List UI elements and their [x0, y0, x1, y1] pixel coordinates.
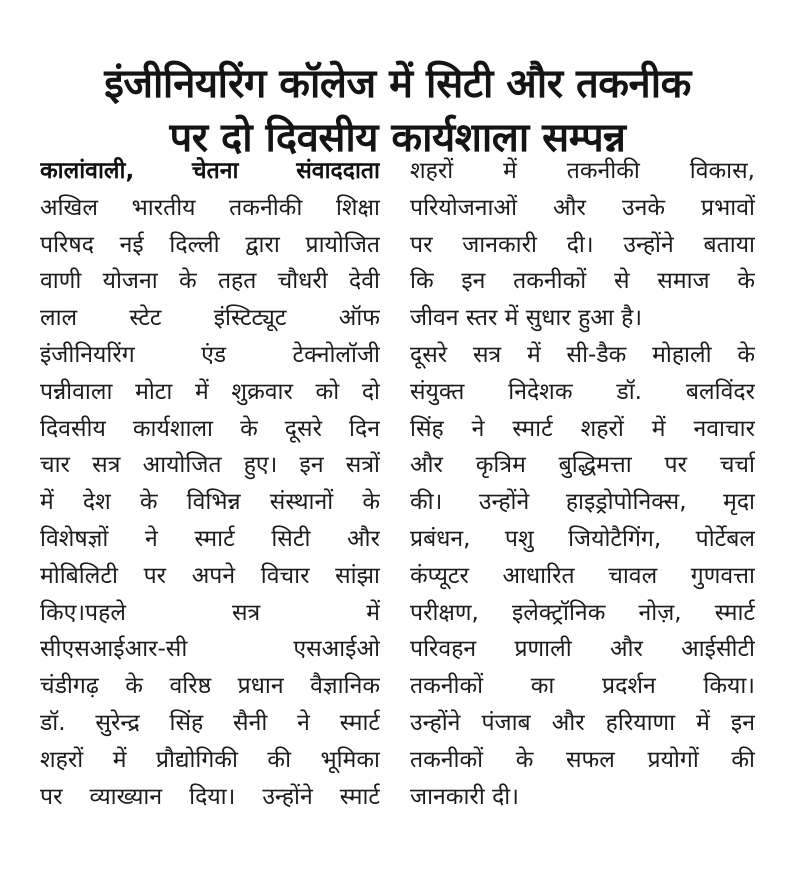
body-line: लाल स्टेट इंस्टिट्यूट ऑफ: [40, 305, 380, 332]
article-byline: कालांवाली, चेतना संवाददाता: [40, 158, 380, 184]
body-line: दिवसीय कार्यशाला के दूसरे दिन: [40, 415, 380, 442]
body-line: जानकारी दी।: [410, 783, 519, 810]
right-column: [410, 153, 755, 815]
body-line: किए।पहले सत्र में: [40, 599, 380, 626]
headline-line-2: पर दो दिवसीय कार्यशाला सम्पन्न: [169, 114, 626, 161]
body-line: परीक्षण, इलेक्ट्रॉनिक नोज़, स्मार्ट: [410, 599, 755, 626]
body-line: पर व्याख्यान दिया। उन्होंने स्मार्ट: [40, 783, 380, 810]
body-line: सिंह ने स्मार्ट शहरों में नवाचार: [410, 415, 755, 442]
body-line: की। उन्होंने हाइड्रोपोनिक्स, मृदा: [410, 489, 755, 516]
article-headline: [18, 57, 777, 165]
body-line: वाणी योजना के तहत चौधरी देवी: [40, 268, 380, 295]
body-line: विशेषज्ञों ने स्मार्ट सिटी और: [40, 525, 380, 552]
headline-line-1: इंजीनियरिंग कॉलेज में सिटी और तकनीक: [104, 60, 691, 107]
body-line: पन्नीवाला मोटा में शुक्रवार को दो: [40, 378, 380, 405]
body-line: शहरों में प्रौद्योगिकी की भूमिका: [40, 746, 380, 773]
body-line: दूसरे सत्र में सी-डैक मोहाली के: [410, 341, 755, 368]
body-line: मोबिलिटी पर अपने विचार सांझा: [40, 562, 380, 589]
body-line: शहरों में तकनीकी विकास,: [410, 158, 755, 184]
body-line: इंजीनियरिंग एंड टेक्नोलॉजी: [40, 341, 380, 368]
body-line: चंडीगढ़ के वरिष्ठ प्रधान वैज्ञानिक: [40, 673, 380, 700]
body-line: अखिल भारतीय तकनीकी शिक्षा: [40, 194, 380, 221]
body-line: प्रबंधन, पशु जियोटैगिंग, पोर्टेबल: [410, 525, 755, 552]
left-column: [40, 153, 380, 815]
body-line: कंप्यूटर आधारित चावल गुणवत्ता: [410, 562, 755, 589]
body-line: में देश के विभिन्न संस्थानों के: [40, 489, 380, 516]
body-line: परियोजनाओं और उनके प्रभावों: [410, 194, 755, 221]
body-line: परिषद नई दिल्ली द्वारा प्रायोजित: [40, 231, 380, 258]
body-line: सीएसआईआर-सी एसआईओ: [40, 636, 380, 663]
body-line: पर जानकारी दी। उन्होंने बताया: [410, 231, 755, 258]
body-line: तकनीकों के सफल प्रयोगों की: [410, 746, 755, 773]
body-line: परिवहन प्रणाली और आईसीटी: [410, 636, 755, 663]
body-line: उन्होंने पंजाब और हरियाणा में इन: [410, 709, 755, 736]
body-line: डॉ. सुरेन्द्र सिंह सैनी ने स्मार्ट: [40, 709, 380, 736]
body-line: संयुक्त निदेशक डॉ. बलविंदर: [410, 378, 755, 405]
body-line: जीवन स्तर में सुधार हुआ है।: [410, 305, 643, 332]
body-line: कि इन तकनीकों से समाज के: [410, 268, 755, 295]
body-line: चार सत्र आयोजित हुए। इन सत्रों: [40, 452, 380, 479]
body-line: तकनीकों का प्रदर्शन किया।: [410, 673, 755, 700]
body-line: और कृत्रिम बुद्धिमत्ता पर चर्चा: [410, 452, 755, 479]
